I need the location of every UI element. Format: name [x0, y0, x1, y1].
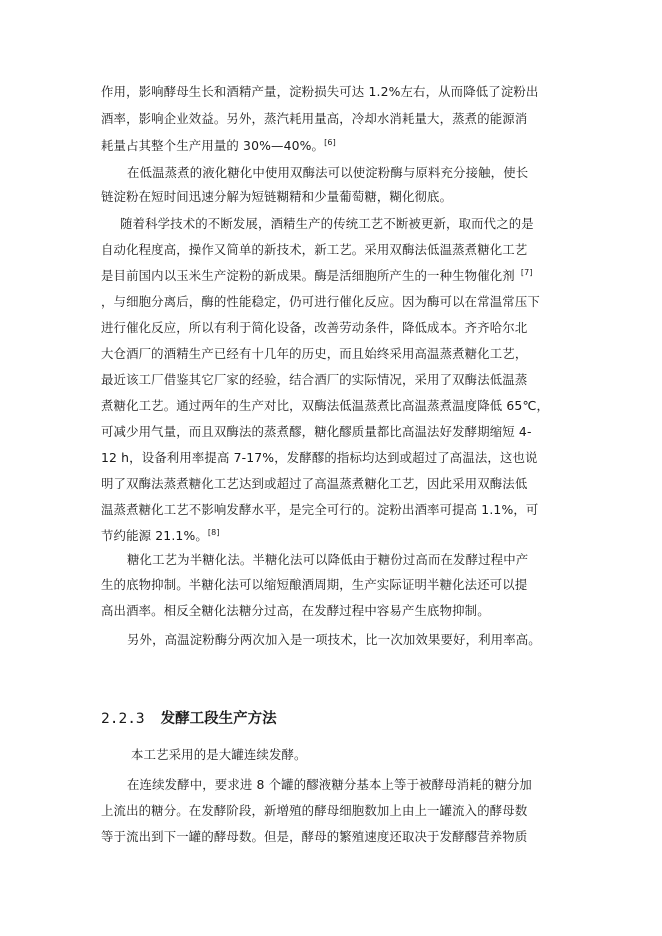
paragraph-3-line-1: 随着科学技术的不断发展，酒精生产的传统工艺不断被更新，取而代之的是: [120, 216, 534, 231]
paragraph-3-line-13: [101, 528, 220, 544]
paragraph-3-line-11: 明了双酶法蒸煮糖化工艺达到或超过了高温蒸煮糖化工艺，因此采用双酶法低: [101, 476, 528, 491]
paragraph-3-line-7: 最近该工厂借鉴其它厂家的经验，结合酒厂的实际情况，采用了双酶法低温蒸: [101, 372, 528, 387]
paragraph-3-line-5: 进行催化反应，所以有利于简化设备，改善劳动条件，降低成本。齐齐哈尔北: [101, 320, 528, 335]
paragraph-5-line-1: 另外，高温淀粉酶分两次加入是一项技术，比一次加效果要好，利用率高。: [127, 632, 541, 647]
paragraph-4-line-3: 高出酒率。相反全糖化法糖分过高，在发酵过程中容易产生底物抑制。: [101, 603, 490, 618]
section-paragraph-2-line-3: 等于流出到下一罐的酵母数。但是，酵母的繁殖速度还取决于发酵醪营养物质: [101, 829, 528, 844]
paragraph-3-line-12: 温蒸煮糖化工艺不影响发酵水平，是完全可行的。淀粉出酒率可提高 1.1%，可: [101, 502, 539, 517]
paragraph-3-line-13-text: 节约能源 21.1%。: [101, 528, 208, 543]
paragraph-3-line-9: 可减少用气量，而且双酶法的蒸煮醪，糖化醪质量都比高温法好发酵期缩短 4-: [101, 424, 532, 439]
paragraph-4-line-1: 糖化工艺为半糖化法。半糖化法可以降低由于糖份过高而在发酵过程中产: [127, 552, 529, 567]
section-number: 2.2.3: [101, 711, 145, 727]
citation-6: [6]: [324, 138, 336, 147]
paragraph-3-line-2: 自动化程度高，操作又简单的新技术，新工艺。采用双酶法低温蒸煮糖化工艺: [101, 242, 528, 257]
section-heading: [101, 710, 277, 728]
paragraph-2-line-2: 链淀粉在短时间迅速分解为短链糊精和少量葡萄糖，糊化彻底。: [101, 189, 453, 204]
paragraph-1-line-3-text: 耗量占其整个生产用量的 30%—40%。: [101, 138, 325, 153]
paragraph-3-line-8: 煮糖化工艺。通过两年的生产对比，双酶法低温蒸煮比高温蒸煮温度降低 65℃，: [101, 398, 550, 413]
citation-8: [8]: [207, 528, 220, 537]
paragraph-2-line-1: 在低温蒸煮的液化糖化中使用双酶法可以使淀粉酶与原料充分接触，使长: [127, 165, 529, 180]
paragraph-3-line-3-text: 是目前国内以玉米生产淀粉的新成果。酶是活细胞所产生的一种生物催化剂: [101, 268, 515, 283]
paragraph-3-line-4: ，与细胞分离后，酶的性能稳定，仍可进行催化反应。因为酶可以在常温常压下: [101, 294, 540, 309]
section-paragraph-2-line-2: 上流出的糖分。在发酵阶段，新增殖的酵母细胞数加上由上一罐流入的酵母数: [101, 803, 528, 818]
citation-7: [7]: [520, 268, 533, 277]
section-title: 发酵工段生产方法: [160, 711, 277, 727]
section-paragraph-2-line-1: 在连续发酵中，要求进 8 个罐的醪液糖分基本上等于被酵母消耗的糖分加: [127, 777, 532, 792]
paragraph-3-line-10: 12 h，设备利用率提高 7-17%，发酵醪的指标均达到或超过了高温法，这也说: [101, 450, 538, 465]
paragraph-3-line-3: [101, 268, 533, 284]
paragraph-1-line-3: [101, 138, 336, 154]
paragraph-1-line-1: 作用，影响酵母生长和酒精产量，淀粉损失可达 1.2%左右，从而降低了淀粉出: [101, 84, 539, 99]
paragraph-3-line-6: 大仓酒厂的酒精生产已经有十几年的历史，而且始终采用高温蒸煮糖化工艺，: [101, 346, 528, 361]
paragraph-4-line-2: 生的底物抑制。半糖化法可以缩短酿酒周期，生产实际证明半糖化法还可以提: [101, 577, 528, 592]
paragraph-1-line-2: 酒率，影响企业效益。另外，蒸汽耗用量高，冷却水消耗量大，蒸煮的能源消: [101, 111, 528, 126]
section-paragraph-1-line-1: 本工艺采用的是大罐连续发酵。: [131, 747, 307, 762]
